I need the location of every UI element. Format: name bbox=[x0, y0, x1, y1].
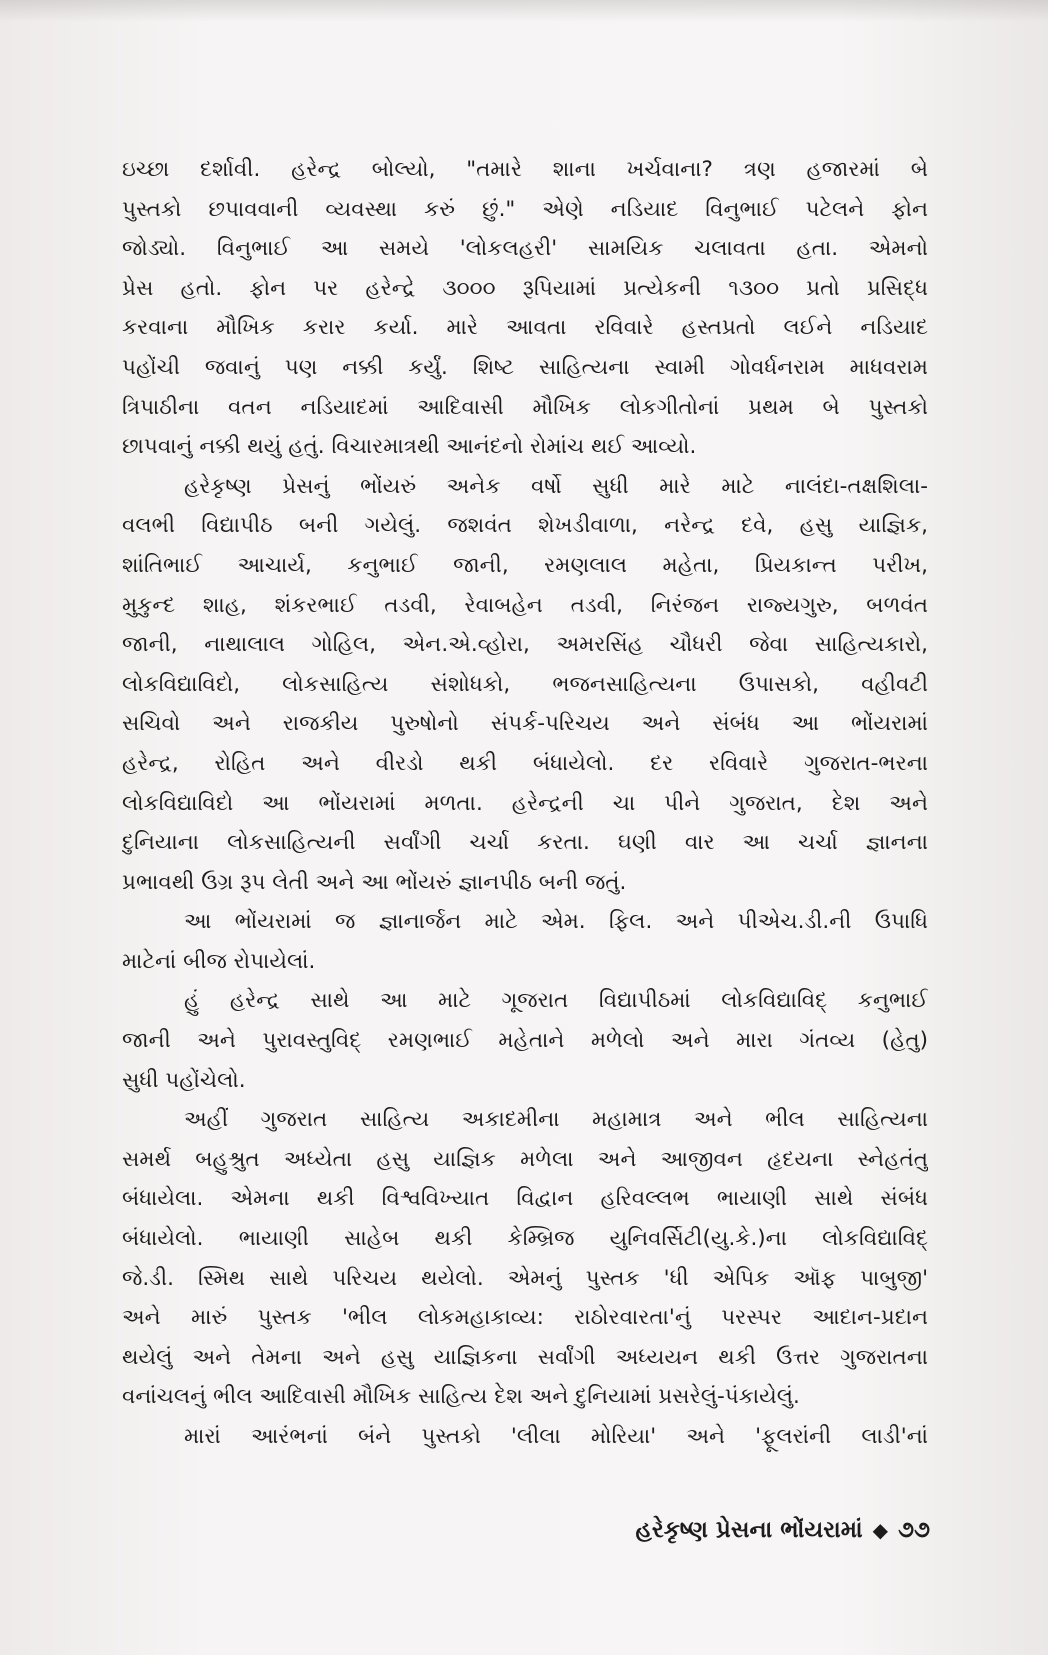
text-line: પ્રભાવથી ઉગ્ર રૂપ લેતી અને આ ભોંયરું જ્ઞાનપીઠ બની જતું. bbox=[122, 869, 627, 895]
text-line: ઇચ્છા દર્શાવી. હરેન્દ્ર બોલ્યો, "તમારે શાના ખર્ચવાના? ત્રણ હજારમાં બે bbox=[122, 157, 928, 182]
text-line: બંધાયેલો. ભાયાણી સાહેબ થકી કેમ્બ્રિજ યુનિવર્સિટી(યુ.કે.)ના લોકવિદ્યાવિદ્ bbox=[122, 1226, 928, 1252]
diamond-icon: ◆ bbox=[872, 1518, 889, 1542]
text-line: વલભી વિદ્યાપીઠ બની ગયેલું. જશવંત શેખડીવાળા, નરેન્દ્ર દવે, હસુ યાજ્ઞિક, bbox=[122, 513, 928, 539]
text-line: વનાંચલનું ભીલ આદિવાસી મૌખિક સાહિત્ય દેશ અને દુનિયામાં પ્રસરેલું-પંકાયેલું. bbox=[122, 1384, 800, 1410]
paragraph bbox=[122, 467, 928, 903]
text-line: લોકવિદ્યાવિદો આ ભોંયરામાં મળતા. હરેન્દ્રની ચા પીને ગુજરાત, દેશ અને bbox=[122, 790, 928, 816]
text-line: મુકુન્દ શાહ, શંકરભાઈ તડવી, રેવાબહેન તડવી, નિરંજન રાજ્યગુરુ, બળવંત bbox=[122, 592, 928, 618]
text-line: સમર્થ બહુશ્રુત અધ્યેતા હસુ યાજ્ઞિક મળેલા અને આજીવન હૃદયના સ્નેહતંતુ bbox=[122, 1146, 928, 1172]
text-line: દુનિયાના લોકસાહિત્યની સર્વાંગી ચર્ચા કરતા. ઘણી વાર આ ચર્ચા જ્ઞાનના bbox=[122, 830, 928, 856]
text-line: બંધાયેલા. એમના થકી વિશ્વવિખ્યાત વિદ્વાન હરિવલ્લભ ભાયાણી સાથે સંબંધ bbox=[122, 1186, 928, 1212]
text-line: સુધી પહોંચેલો. bbox=[122, 1067, 246, 1093]
text-line: જોડ્યો. વિનુભાઈ આ સમયે 'લોકલહરી' સામયિક ચલાવતા હતા. એમનો bbox=[122, 236, 928, 262]
paragraph bbox=[122, 150, 928, 467]
text-line: હરેન્દ્ર, રોહિત અને વીરડો થકી બંધાયેલો. દર રવિવારે ગુજરાત-ભરના bbox=[122, 750, 928, 776]
text-line: હું હરેન્દ્ર સાથે આ માટે ગૂજરાત વિદ્યાપીઠમાં લોકવિદ્યાવિદ્ કનુભાઈ bbox=[184, 988, 928, 1014]
text-line: થયેલું અને તેમના અને હસુ યાજ્ઞિકના સર્વાંગી અધ્યયન થકી ઉત્તર ગુજરાતના bbox=[122, 1344, 928, 1370]
body-text bbox=[122, 150, 928, 1457]
text-line: જાની, નાથાલાલ ગોહિલ, એન.એ.વ્હોરા, અમરસિંહ ચૌધરી જેવા સાહિત્યકારો, bbox=[122, 632, 928, 658]
text-line: પુસ્તકો છપાવવાની વ્યવસ્થા કરું છું." એણે નડિયાદ વિનુભાઈ પટેલને ફોન bbox=[122, 196, 928, 222]
text-line: માટેનાં બીજ રોપાયેલાં. bbox=[122, 948, 316, 974]
text-line: પહોંચી જવાનું પણ નક્કી કર્યું. શિષ્ટ સાહિત્યના સ્વામી ગોવર્ધનરામ માધવરામ bbox=[122, 354, 928, 380]
page-footer bbox=[500, 1517, 930, 1543]
text-line: લોકવિદ્યાવિદો, લોકસાહિત્ય સંશોધકો, ભજનસાહિત્યના ઉપાસકો, વહીવટી bbox=[122, 671, 928, 697]
text-line: કરવાના મૌખિક કરાર કર્યા. મારે આવતા રવિવારે હસ્તપ્રતો લઈને નડિયાદ bbox=[122, 315, 928, 341]
text-line: સચિવો અને રાજકીય પુરુષોનો સંપર્ક-પરિચય અને સંબંધ આ ભોંયરામાં bbox=[122, 711, 928, 737]
page-number: ૭૭ bbox=[898, 1517, 930, 1543]
text-line: પ્રેસ હતો. ફોન પર હરેન્દ્રે ૩૦૦૦ રૂપિયામાં પ્રત્યેકની ૧૩૦૦ પ્રતો પ્રસિદ્ધ bbox=[122, 275, 928, 301]
paragraph bbox=[122, 1417, 928, 1457]
text-line: અને મારું પુસ્તક 'ભીલ લોકમહાકાવ્ય: રાઠોરવારતા'નું પરસ્પર આદાન-પ્રદાન bbox=[122, 1305, 928, 1331]
running-title: હરેકૃષ્ણ પ્રેસના ભોંયરામાં bbox=[635, 1517, 863, 1543]
text-line: છાપવાનું નક્કી થયું હતું. વિચારમાત્રથી આનંદનો રોમાંચ થઈ આવ્યો. bbox=[122, 434, 697, 460]
paragraph bbox=[122, 981, 928, 1100]
text-line: જાની અને પુરાવસ્તુવિદ્ રમણભાઈ મહેતાને મળેલો અને મારા ગંતવ્ય (હેતુ) bbox=[122, 1028, 928, 1054]
text-line: શાંતિભાઈ આચાર્ય, કનુભાઈ જાની, રમણલાલ મહેતા, પ્રિયકાન્ત પરીખ, bbox=[122, 552, 928, 578]
paragraph bbox=[122, 1100, 928, 1417]
text-line: જે.ડી. સ્મિથ સાથે પરિચય થયેલો. એમનું પુસ્તક 'ધી એપિક ઑફ પાબુજી' bbox=[122, 1265, 928, 1291]
text-line: અહીં ગુજરાત સાહિત્ય અકાદમીના મહામાત્ર અને ભીલ સાહિત્યના bbox=[184, 1107, 928, 1133]
scan-shadow bbox=[0, 0, 1048, 22]
text-line: આ ભોંયરામાં જ જ્ઞાનાર્જન માટે એમ. ફિલ. અને પીએચ.ડી.ની ઉપાધિ bbox=[184, 909, 928, 935]
text-line: મારાં આરંભનાં બંને પુસ્તકો 'લીલા મોરિયા' અને 'ફૂલરાંની લાડી'નાં bbox=[184, 1424, 928, 1449]
text-line: હરેકૃષ્ણ પ્રેસનું ભોંયરું અનેક વર્ષો સુધી મારે માટે નાલંદા-તક્ષશિલા- bbox=[184, 473, 928, 499]
text-line: ત્રિપાઠીના વતન નડિયાદમાં આદિવાસી મૌખિક લોકગીતોનાં પ્રથમ બે પુસ્તકો bbox=[122, 394, 928, 420]
paragraph bbox=[122, 902, 928, 981]
